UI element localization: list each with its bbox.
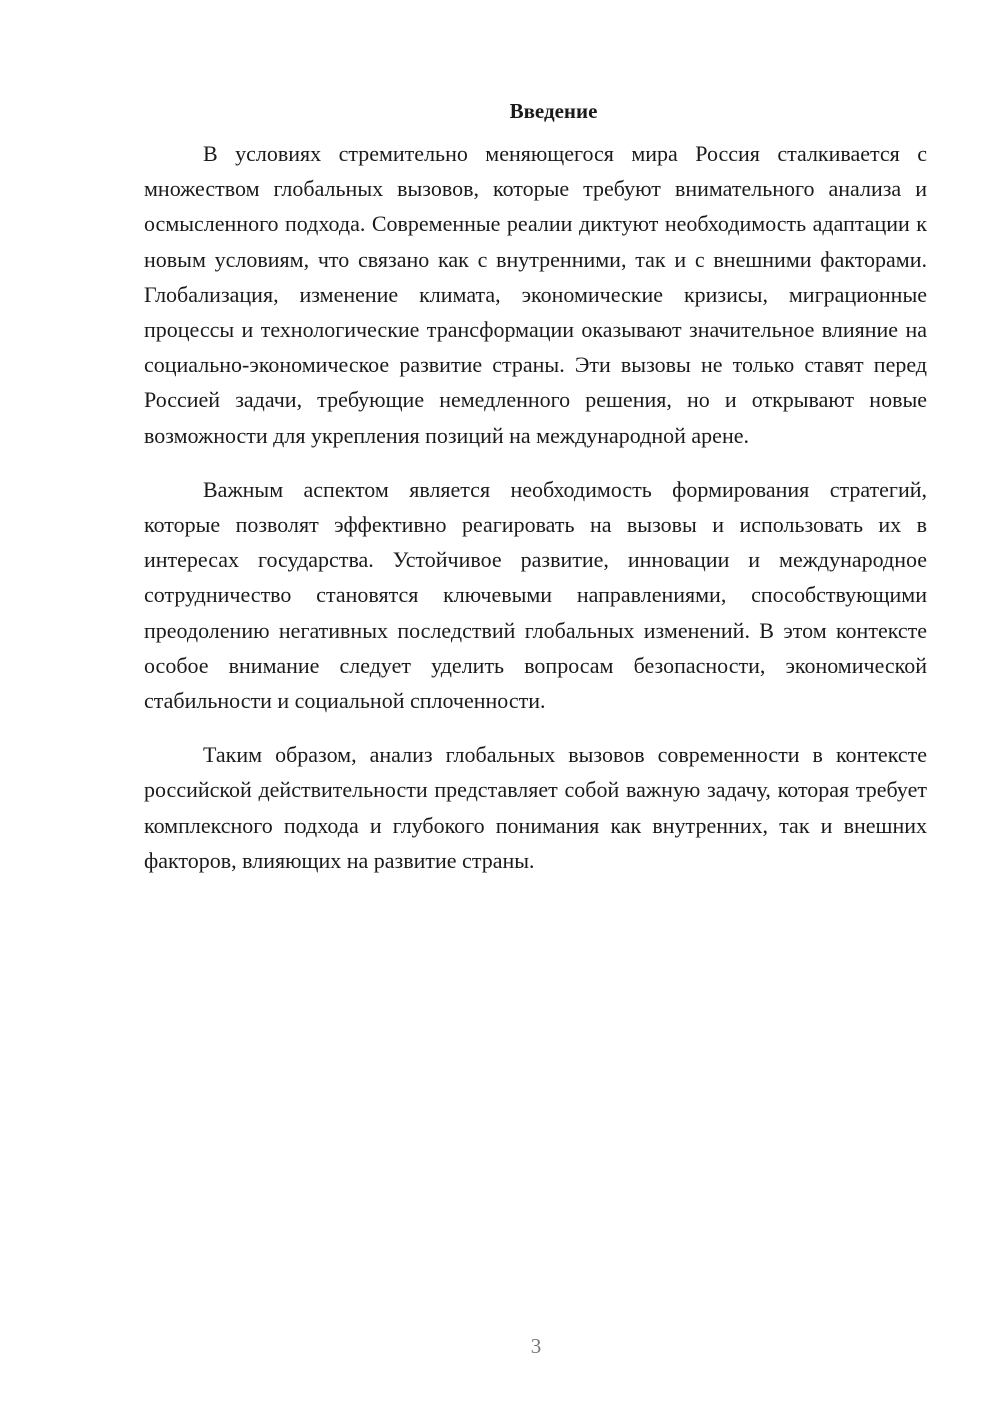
paragraph-1: В условиях стремительно меняющегося мира Россия сталкивается с множеством глобальных вызовов, которые требуют внимательного анализа и осмысленного подхода. Современные реалии диктуют необходимость адаптации к новым условиям, что связано как с внутренними, так и с внешними факторами. Глобализация, изменение климата, экономические кризисы, миграционные процессы и технологические трансформации оказывают значительное влияние на социально-экономическое развитие страны. Эти вызовы не только ставят перед Россией задачи, требующие немедленного решения, но и открывают новые возможности для укрепления позиций на международной арене. xyxy=(144,141,927,448)
page-title: Введение xyxy=(509,99,598,123)
paragraph-2: Важным аспектом является необходимость формирования стратегий, которые позволят эффективно реагировать на вызовы и использовать их в интересах государства. Устойчивое развитие, инновации и международное сотрудничество становятся ключевыми направлениями, способствующими преодолению негативных последствий глобальных изменений. В этом контексте особое внимание следует уделить вопросам безопасности, экономической стабильности и социальной сплоченности. xyxy=(144,476,927,714)
page-number: 3 xyxy=(530,1334,542,1358)
paragraph-3: Таким образом, анализ глобальных вызовов современности в контексте российской действительности представляет собой важную задачу, которая требует комплексного подхода и глубокого понимания как внутренних, так и внешних факторов, влияющих на развитие страны. xyxy=(144,742,927,873)
page-content xyxy=(144,96,927,897)
